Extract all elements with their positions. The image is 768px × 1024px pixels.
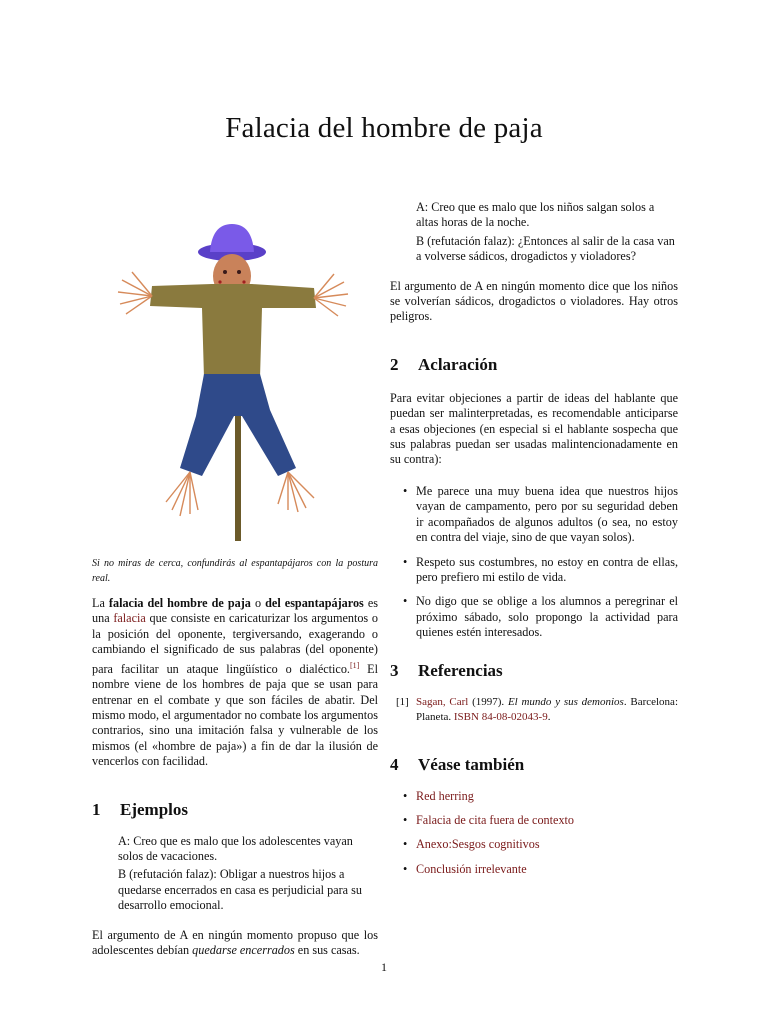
pole <box>235 405 241 541</box>
example-1-explanation: El argumento de A en ningún momento propuso que los adolescentes debían quedarse encerrados en sus casas. <box>92 927 378 957</box>
see-also-item[interactable]: • Conclusión irrelevante <box>403 861 527 876</box>
figure-caption: Si no miras de cerca, confundirás al espantapájaros con la postura real. <box>92 558 378 584</box>
reference-1-link[interactable]: [1] <box>349 660 360 670</box>
section-vease-heading: 4 Véase también <box>390 754 525 774</box>
right-foot-straw <box>278 472 314 512</box>
left-hand-straw <box>118 272 152 314</box>
example-1-b: B (refutación falaz): Obligar a nuestros hijos a quedarse encerrados en casa es perjudicial para su desarrollo emocional. <box>118 867 362 913</box>
scarecrow-figure <box>92 210 378 550</box>
example-2-a: A: Creo que es malo que los niños salgan solos a altas horas de la noche. <box>416 200 655 230</box>
list-item: • Me parece una muy buena idea que nuestros hijos vayan de campamento, pero por su seguridad deben ir acompañados de algunos adultos (o sea, no estoy en contra del viaje, sino de que vayan solos). <box>403 483 678 545</box>
example-2-explanation: El argumento de A en ningún momento dice que los niños se volverían sádicos, drogadictos o violadores. Hay otros peligros. <box>390 278 678 324</box>
hat-crown <box>210 224 254 252</box>
scarecrow-illustration <box>92 210 378 550</box>
author-link[interactable]: Sagan, Carl <box>416 695 469 708</box>
right-hand-straw <box>314 274 348 316</box>
see-also-list <box>390 789 678 878</box>
intro-paragraph: La falacia del hombre de paja o del espantapájaros es una falacia que consiste en caricaturizar los argumentos o la posición del oponente, tergiversando, exagerando o cambiando el significado de sus palabras (del oponente) para facilitar un ataque lingüístico o dialéctico.[1] El nombre viene de los hombres de paja que se usan para entrenar en el combate y que son fáciles de abatir. Del mismo modo, el argumentador no combate los argumentos contrarios, sino una imitación falsa y vulnerable de los mismos (el «hombre de paja») a fin de dar la ilusión de vencerlos con facilidad. <box>92 596 379 769</box>
section-referencias-heading: 3 Referencias <box>390 660 503 680</box>
example-2-quote <box>416 200 678 265</box>
page-title: Falacia del hombre de paja <box>225 112 543 144</box>
example-1-quote <box>118 834 378 914</box>
see-also-item[interactable]: • Falacia de cita fuera de contexto <box>403 812 575 827</box>
left-foot-straw <box>166 472 198 516</box>
see-also-item[interactable]: • Red herring <box>403 788 474 803</box>
page-number: 1 <box>381 960 387 974</box>
falacia-link[interactable]: falacia <box>113 611 146 626</box>
isbn-link[interactable]: ISBN 84-08-02043-9 <box>453 710 548 723</box>
list-item: • Respeto sus costumbres, no estoy en contra de ellas, pero prefiero mi estilo de vida. <box>403 554 678 584</box>
right-column <box>390 200 678 886</box>
example-2-b: B (refutación falaz): ¿Entonces al salir de la casa van a volverse sádicos, drogadictos y violadores? <box>416 233 675 264</box>
section-aclaracion-heading: 2 Aclaración <box>390 354 498 374</box>
left-column <box>92 596 378 958</box>
section-ejemplos-heading: 1 Ejemplos <box>92 799 188 819</box>
reference-entry: [1] Sagan, Carl (1997). El mundo y sus demonios. Barcelona: Planeta. ISBN 84-08-02043-9. <box>396 695 678 723</box>
aclaracion-list <box>390 484 678 641</box>
list-item: • No digo que se oblige a los alumnos a peregrinar el próximo sábado, solo propongo la actividad para quienes estén interesados. <box>403 594 678 640</box>
see-also-item[interactable]: • Anexo:Sesgos cognitivos <box>403 837 540 852</box>
shirt <box>150 284 316 378</box>
example-1-a: A: Creo que es malo que los adolescentes vayan solos de vacaciones. <box>118 833 353 863</box>
aclaracion-intro: Para evitar objeciones a partir de ideas del hablante que puedan ser malinterpretadas, es recomendable anticiparse a esas objeciones (en especial si el hablante sospecha que sus palabras puedan ser usadas malintencionadamente en su contra): <box>390 390 678 467</box>
